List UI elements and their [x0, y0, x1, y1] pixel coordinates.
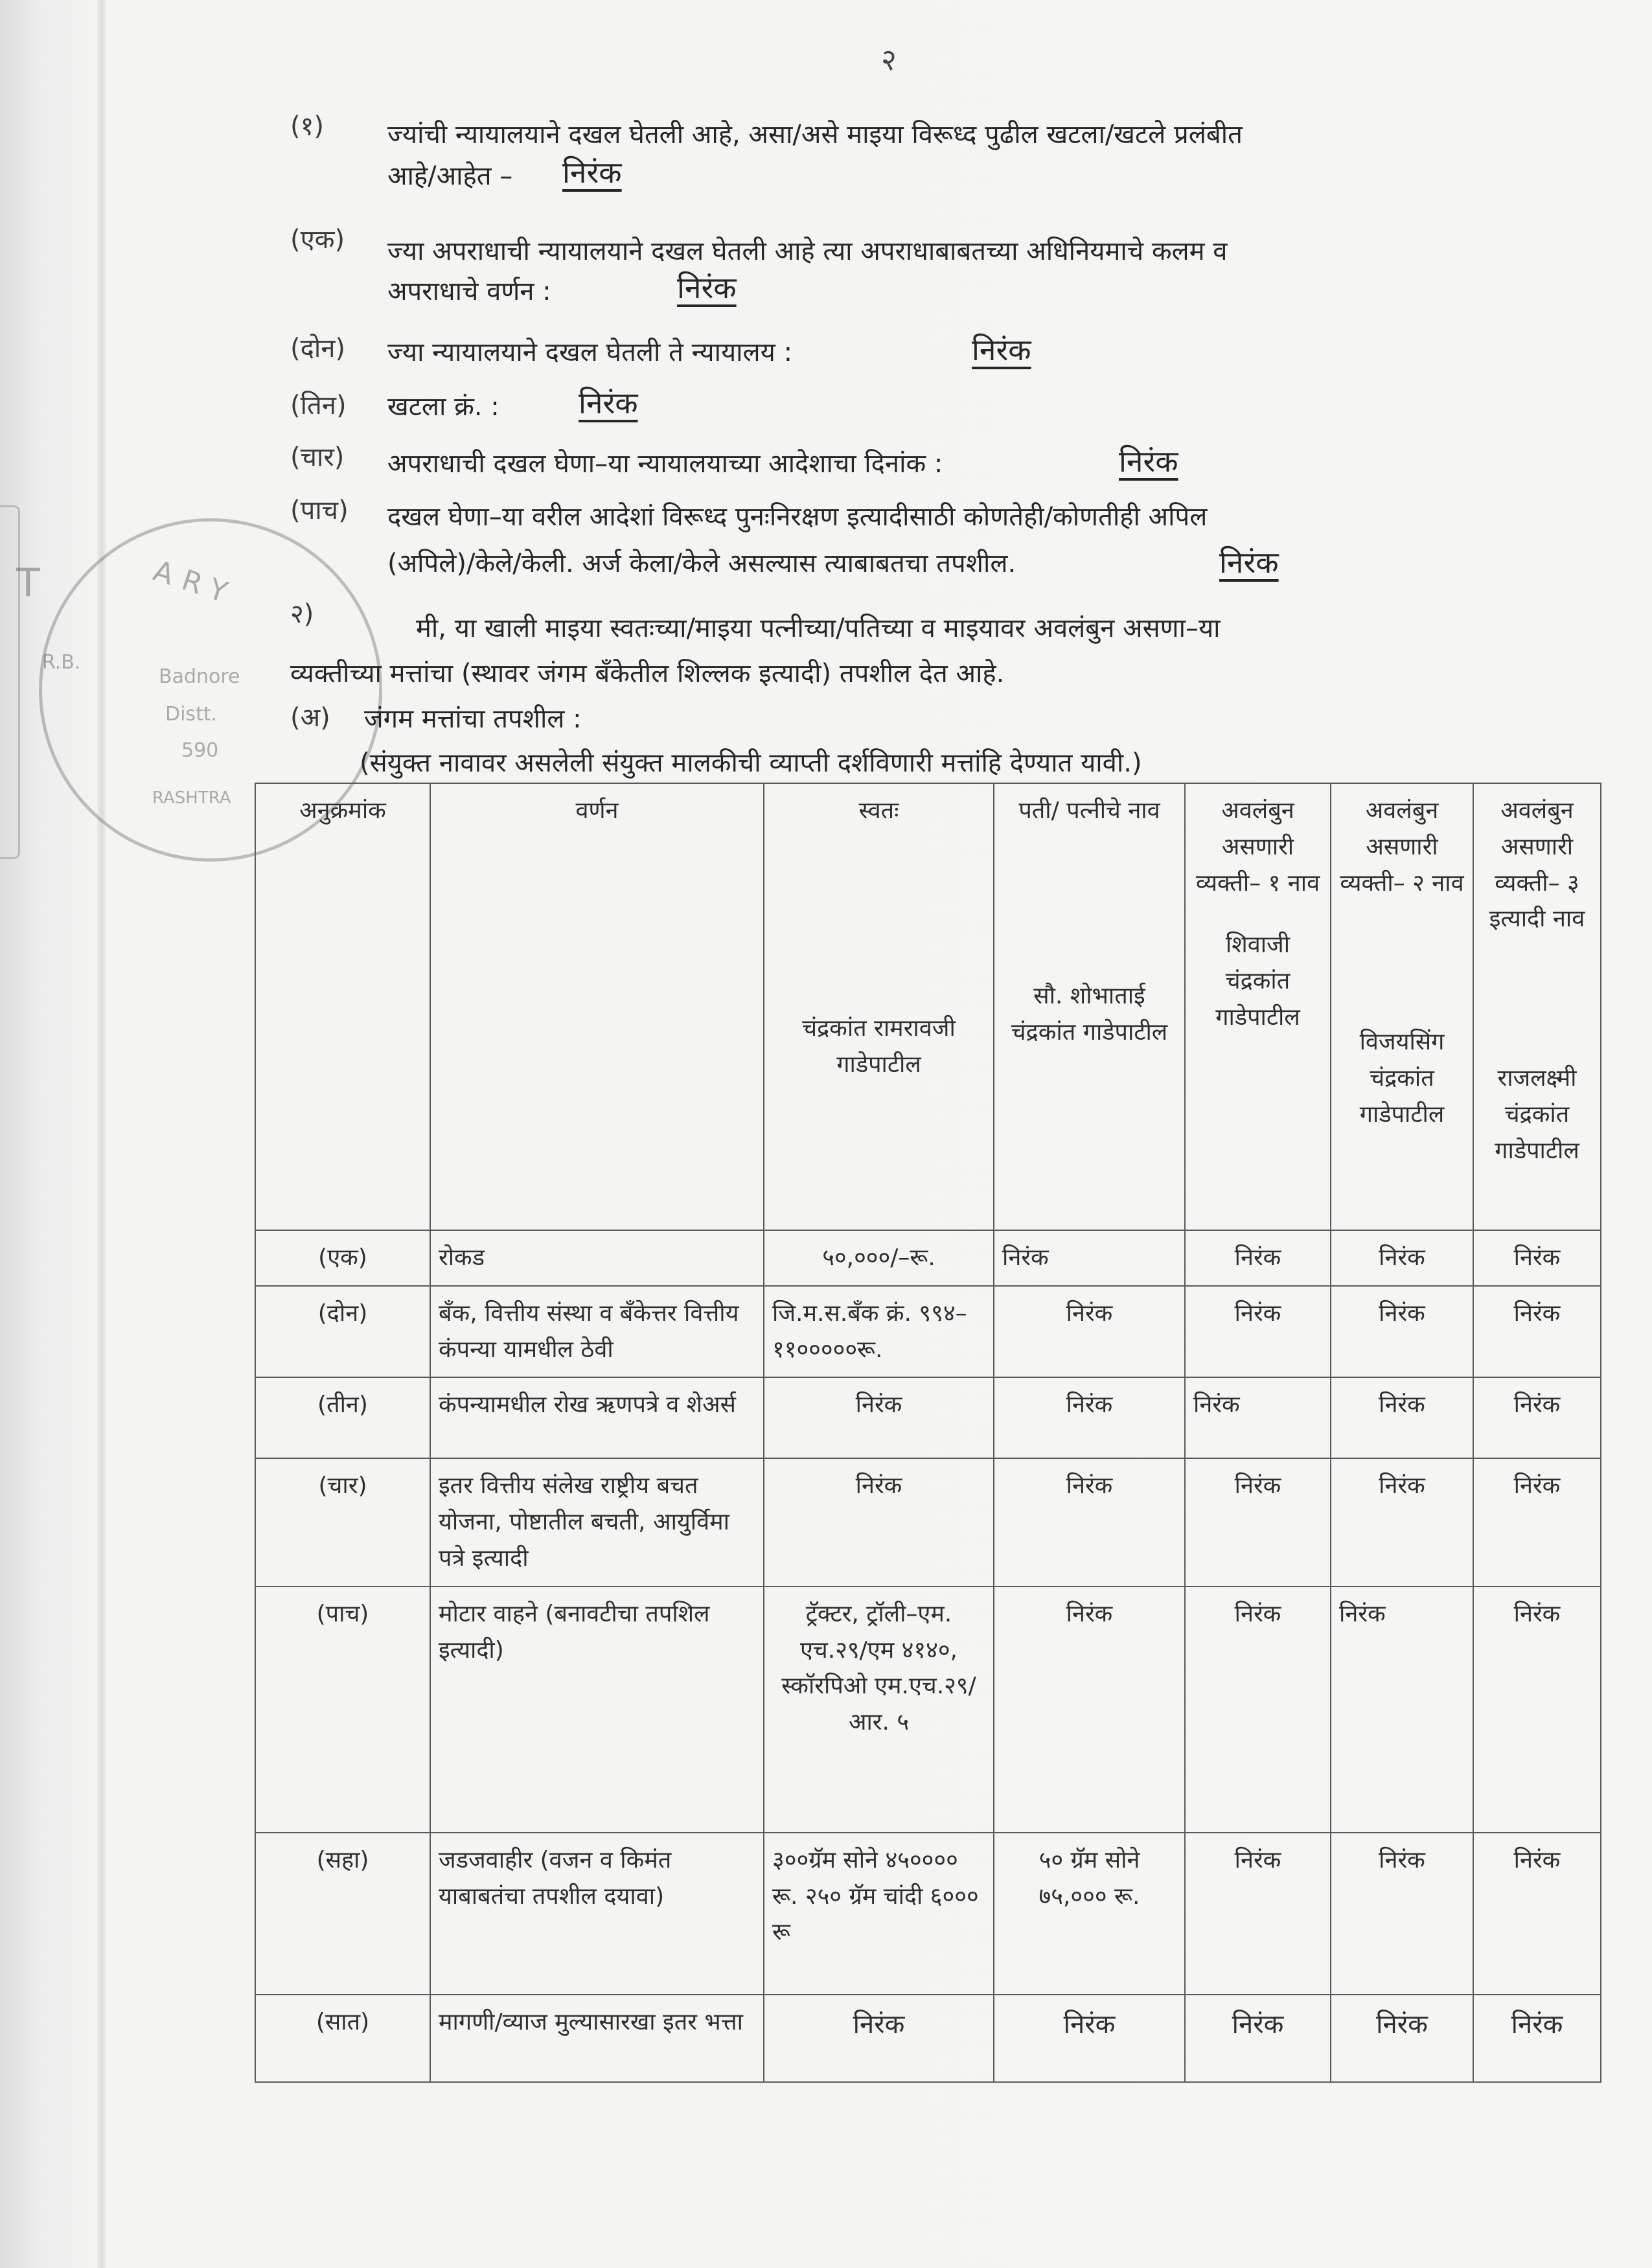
- row-dependent-2: निरंक: [1331, 1586, 1473, 1833]
- section-2-index: २): [290, 599, 314, 629]
- row-spouse: निरंक: [994, 1586, 1185, 1833]
- row-description: मोटार वाहने (बनावटीचा तपशिल इत्यादी): [430, 1586, 764, 1833]
- header-dependent-2: [1331, 783, 1473, 1230]
- header-serial: [255, 783, 430, 1230]
- row-dependent-1: निरंक: [1185, 1995, 1331, 2082]
- row-self: ट्रॅक्टर, ट्रॉली–एम. एच.२९/एम ४१४०, स्कॉरपिओ एम.एच.२९/आर. ५: [764, 1586, 994, 1833]
- row-self: निरंक: [764, 1995, 994, 2082]
- row-dependent-2: निरंक: [1331, 1833, 1473, 1995]
- header-description-label: वर्णन: [575, 797, 619, 824]
- table-row: [255, 1458, 1601, 1586]
- table-row: [255, 1833, 1601, 1995]
- row-dependent-2: निरंक: [1331, 1458, 1473, 1586]
- row-dependent-3: निरंक: [1473, 1995, 1601, 2082]
- item-pach-index: (पाच): [290, 496, 349, 525]
- section-a-index: (अ): [290, 703, 330, 733]
- item-don-index: (दोन): [290, 334, 346, 363]
- header-self-label: स्वतः: [858, 797, 899, 824]
- row-index: (पाच): [255, 1586, 430, 1833]
- row-self: ३००ग्रॅम सोने ४५०००० रू. २५० ग्रॅम चांदी ६००० रू: [764, 1833, 994, 1995]
- item-tin-index: (तिन): [290, 391, 347, 420]
- item-ek-index: (एक): [290, 225, 345, 255]
- self-name: चंद्रकांत रामरावजी गाडेपाटील: [802, 1014, 956, 1078]
- row-dependent-2: निरंक: [1331, 1286, 1473, 1378]
- row-dependent-3: निरंक: [1473, 1377, 1601, 1458]
- stamp-text-state: RASHTRA: [152, 788, 231, 808]
- table-header-row: [255, 783, 1601, 1230]
- item-tin-line: खटला क्रं. :: [387, 392, 499, 422]
- header-serial-label: अनुक्रमांक: [299, 797, 386, 824]
- stamp-text-place: Badnore: [159, 665, 240, 688]
- item-pach-line-1: दखल घेणा–या वरील आदेशां विरूध्द पुनःनिरक्षण इत्यादीसाठी कोणतेही/कोणतीही अपिल: [387, 502, 1208, 532]
- section-a-note: (संयुक्त नावावर असलेली संयुक्त मालकीची व्याप्ती दर्शविणारी मत्तांहि देण्यात यावी.): [360, 748, 1142, 778]
- row-index: (तीन): [255, 1377, 430, 1458]
- row-dependent-2: निरंक: [1331, 1995, 1473, 2082]
- dependent-3-name: राजलक्ष्मी चंद्रकांत गाडेपाटील: [1495, 1065, 1579, 1164]
- row-self: ५०,०००/–रू.: [764, 1230, 994, 1286]
- header-gap: [772, 829, 985, 952]
- table-row: [255, 1995, 1601, 2082]
- header-self: [764, 783, 994, 1230]
- item-ek-value: निरंक: [677, 270, 737, 305]
- page-fold-shadow: [97, 0, 106, 2268]
- header-gap: [1339, 901, 1465, 1024]
- row-dependent-3: निरंक: [1473, 1230, 1601, 1286]
- table-row: [255, 1230, 1601, 1286]
- item-ek-line-1: ज्या अपराधाची न्यायालयाने दखल घेतली आहे त्या अपराधाबाबतच्या अधिनियमाचे कलम व: [387, 236, 1228, 266]
- row-spouse: निरंक: [994, 1995, 1185, 2082]
- row-index: (सात): [255, 1995, 430, 2082]
- row-index: (चार): [255, 1458, 430, 1586]
- item-char-index: (चार): [290, 442, 345, 472]
- row-description: जडजवाहीर (वजन व किमंत याबाबतंचा तपशील दयावा): [430, 1833, 764, 1995]
- item-char-value: निरंक: [1119, 444, 1178, 479]
- row-self: निरंक: [764, 1377, 994, 1458]
- header-dep3-label: अवलंबुन असणारी व्यक्ती– ३ इत्यादी नाव: [1489, 797, 1585, 933]
- row-dependent-2: निरंक: [1331, 1377, 1473, 1458]
- row-index: (सहा): [255, 1833, 430, 1995]
- table-row: [255, 1586, 1601, 1833]
- section-a-title: जंगम मत्तांचा तपशील :: [364, 704, 582, 734]
- header-dep2-label: अवलंबुन असणारी व्यक्ती– २ नाव: [1340, 797, 1464, 897]
- page-number: २: [881, 42, 897, 77]
- row-spouse: निरंक: [994, 1286, 1185, 1378]
- item-pach-line-2: (अपिले)/केले/केली. अर्ज केला/केले असल्यास त्याबाबतचा तपशील.: [387, 549, 1016, 578]
- header-spouse-label: पती/ पत्नीचे नाव: [1018, 797, 1160, 824]
- section-2-line-2: व्यक्तीच्या मत्तांचा (स्थावर जंगम बँकेतील शिल्लक इत्यादी) तपशील देत आहे.: [290, 659, 1005, 689]
- binding-clip: [0, 505, 20, 859]
- stamp-text-t: T: [16, 560, 40, 606]
- row-dependent-1: निरंक: [1185, 1833, 1331, 1995]
- item-don-value: निरंक: [972, 332, 1031, 367]
- header-description: [430, 783, 764, 1230]
- row-dependent-1: निरंक: [1185, 1586, 1331, 1833]
- row-dependent-2: निरंक: [1331, 1230, 1473, 1286]
- row-spouse: निरंक: [994, 1377, 1185, 1458]
- item-ek-line-2: अपराधाचे वर्णन :: [387, 277, 551, 306]
- header-dep1-label: अवलंबुन असणारी व्यक्ती– १ नाव: [1195, 797, 1320, 897]
- stamp-text-code: 590: [181, 739, 219, 762]
- stamp-text-rb: R.B.: [42, 651, 81, 674]
- section-1-line-1: ज्यांची न्यायालयाने दखल घेतली आहे, असा/असे माइया विरूध्द पुढील खटला/खटले प्रलंबीत: [387, 120, 1243, 150]
- stamp-text-distt: Distt.: [165, 703, 218, 726]
- row-description: कंपन्यामधील रोख ऋणपत्रे व शेअर्स: [430, 1377, 764, 1458]
- item-char-line: अपराधाची दखल घेणा–या न्यायालयाच्या आदेशाचा दिनांक :: [387, 449, 943, 479]
- section-1-index: (१): [290, 111, 325, 141]
- row-spouse: ५० ग्रॅम सोने ७५,००० रू.: [994, 1833, 1185, 1995]
- dependent-2-name: विजयसिंग चंद्रकांत गाडेपाटील: [1359, 1029, 1445, 1128]
- section-1-line-2: आहे/आहेत –: [387, 161, 513, 191]
- section-1-value: निरंक: [562, 155, 622, 190]
- item-tin-value: निरंक: [579, 385, 638, 420]
- dependent-1-name: शिवाजी चंद्रकांत गाडेपाटील: [1215, 932, 1300, 1031]
- header-gap: [1193, 901, 1322, 927]
- section-2-line-1: मी, या खाली माइया स्वतःच्या/माइया पत्नीच्या/पतिच्या व माइयावर अवलंबुन असणा–या: [416, 613, 1221, 643]
- spouse-name: सौ. शोभाताई चंद्रकांत गाडेपाटील: [1011, 982, 1168, 1046]
- row-spouse: निरंक: [994, 1230, 1185, 1286]
- row-dependent-3: निरंक: [1473, 1286, 1601, 1378]
- row-description: बँक, वित्तीय संस्था व बँकेत्तर वित्तीय कंपन्या यामधील ठेवी: [430, 1286, 764, 1378]
- header-gap: [1482, 937, 1592, 1060]
- row-dependent-3: निरंक: [1473, 1458, 1601, 1586]
- header-gap: [1002, 829, 1176, 952]
- stamp-text-ary: ARY: [149, 554, 242, 613]
- row-self: निरंक: [764, 1458, 994, 1586]
- row-dependent-1: निरंक: [1185, 1286, 1331, 1378]
- row-index: (एक): [255, 1230, 430, 1286]
- header-spouse: [994, 783, 1185, 1230]
- row-spouse: निरंक: [994, 1458, 1185, 1586]
- header-dependent-3: [1473, 783, 1601, 1230]
- row-dependent-1: निरंक: [1185, 1458, 1331, 1586]
- item-pach-value: निरंक: [1219, 545, 1279, 580]
- movable-assets-table: [255, 783, 1601, 2083]
- row-description: मागणी/व्याज मुल्यासारखा इतर भत्ता: [430, 1995, 764, 2082]
- row-index: (दोन): [255, 1286, 430, 1378]
- table-row: [255, 1286, 1601, 1378]
- row-description: इतर वित्तीय संलेख राष्ट्रीय बचत योजना, पोष्टातील बचती, आयुर्विमा पत्रे इत्यादी: [430, 1458, 764, 1586]
- row-dependent-3: निरंक: [1473, 1833, 1601, 1995]
- header-dependent-1: [1185, 783, 1331, 1230]
- row-dependent-1: निरंक: [1185, 1377, 1331, 1458]
- row-dependent-3: निरंक: [1473, 1586, 1601, 1833]
- row-dependent-1: निरंक: [1185, 1230, 1331, 1286]
- item-don-line: ज्या न्यायालयाने दखल घेतली ते न्यायालय :: [387, 338, 793, 367]
- row-description: रोकड: [430, 1230, 764, 1286]
- row-self: जि.म.स.बँक क्रं. ९९४–११०००००रू.: [764, 1286, 994, 1378]
- table-row: [255, 1377, 1601, 1458]
